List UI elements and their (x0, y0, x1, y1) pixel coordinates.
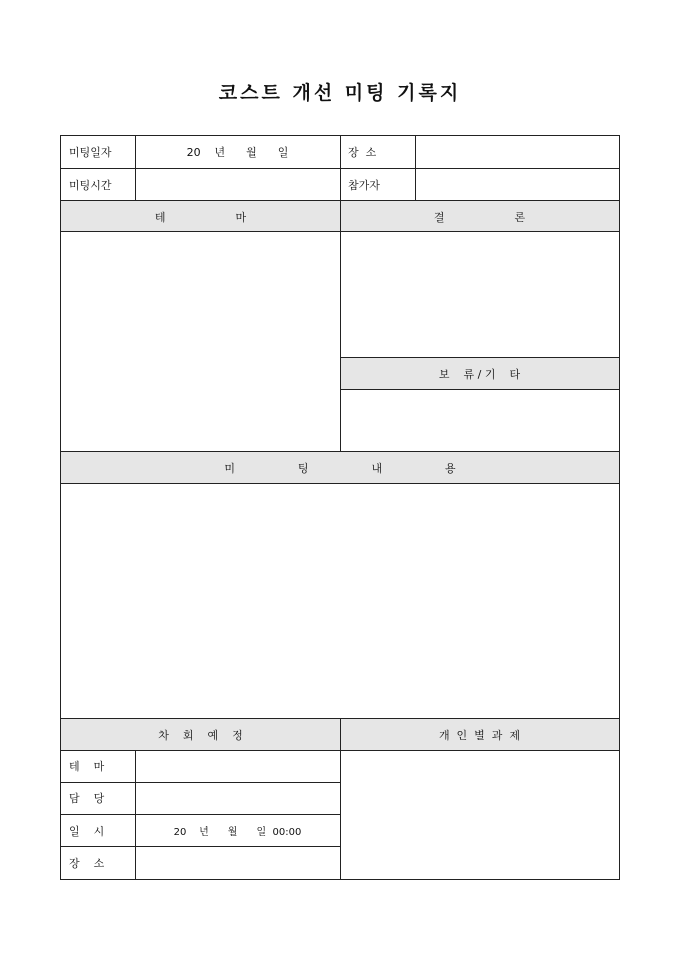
table-border (135, 135, 136, 201)
hold-other-content-area[interactable] (340, 389, 619, 452)
table-border (60, 483, 620, 484)
next-datetime-label: 일 시 (69, 824, 105, 838)
conclusion-header: 결 론 (340, 201, 619, 232)
personal-tasks-area[interactable] (340, 750, 619, 879)
table-border (619, 135, 620, 880)
next-theme-label: 테 마 (69, 760, 105, 773)
table-border (60, 814, 340, 815)
table-border (340, 357, 620, 358)
table-border (415, 135, 416, 201)
place-label: 장 소 (348, 146, 377, 159)
next-place-field[interactable] (135, 847, 340, 879)
theme-content-area[interactable] (61, 232, 340, 452)
meeting-time-field[interactable] (135, 168, 340, 201)
meeting-date-label: 미팅일자 (69, 146, 112, 159)
table-border (340, 135, 341, 452)
next-meeting-header: 차 회 예 정 (61, 719, 340, 750)
conclusion-content-area[interactable] (340, 232, 619, 358)
theme-header: 테 마 (61, 201, 340, 232)
meeting-time-label: 미팅시간 (69, 178, 112, 192)
meeting-content-header: 미 팅 내 용 (61, 452, 619, 483)
meeting-content-area[interactable] (61, 483, 619, 719)
table-border (340, 389, 620, 390)
hold-other-header: 보 류 / 기 타 (340, 358, 619, 389)
place-field[interactable] (416, 136, 619, 168)
attendees-label: 참가자 (348, 178, 380, 192)
next-owner-field[interactable] (135, 782, 340, 814)
meeting-date-field[interactable]: 20 년 월 일 (186, 146, 289, 159)
next-place-label: 장 소 (69, 857, 105, 870)
next-owner-label: 담 당 (69, 792, 105, 805)
next-theme-field[interactable] (135, 750, 340, 782)
table-border (60, 782, 340, 783)
personal-tasks-header: 개 인 별 과 제 (340, 719, 619, 750)
table-border (60, 135, 61, 880)
document-title: 코스트 개선 미팅 기록지 (218, 82, 462, 104)
next-datetime-field[interactable]: 20 년 월 일 00:00 (173, 827, 302, 838)
attendees-field[interactable] (416, 168, 619, 201)
table-border (135, 750, 136, 880)
table-border (60, 846, 340, 847)
table-border (340, 718, 341, 880)
